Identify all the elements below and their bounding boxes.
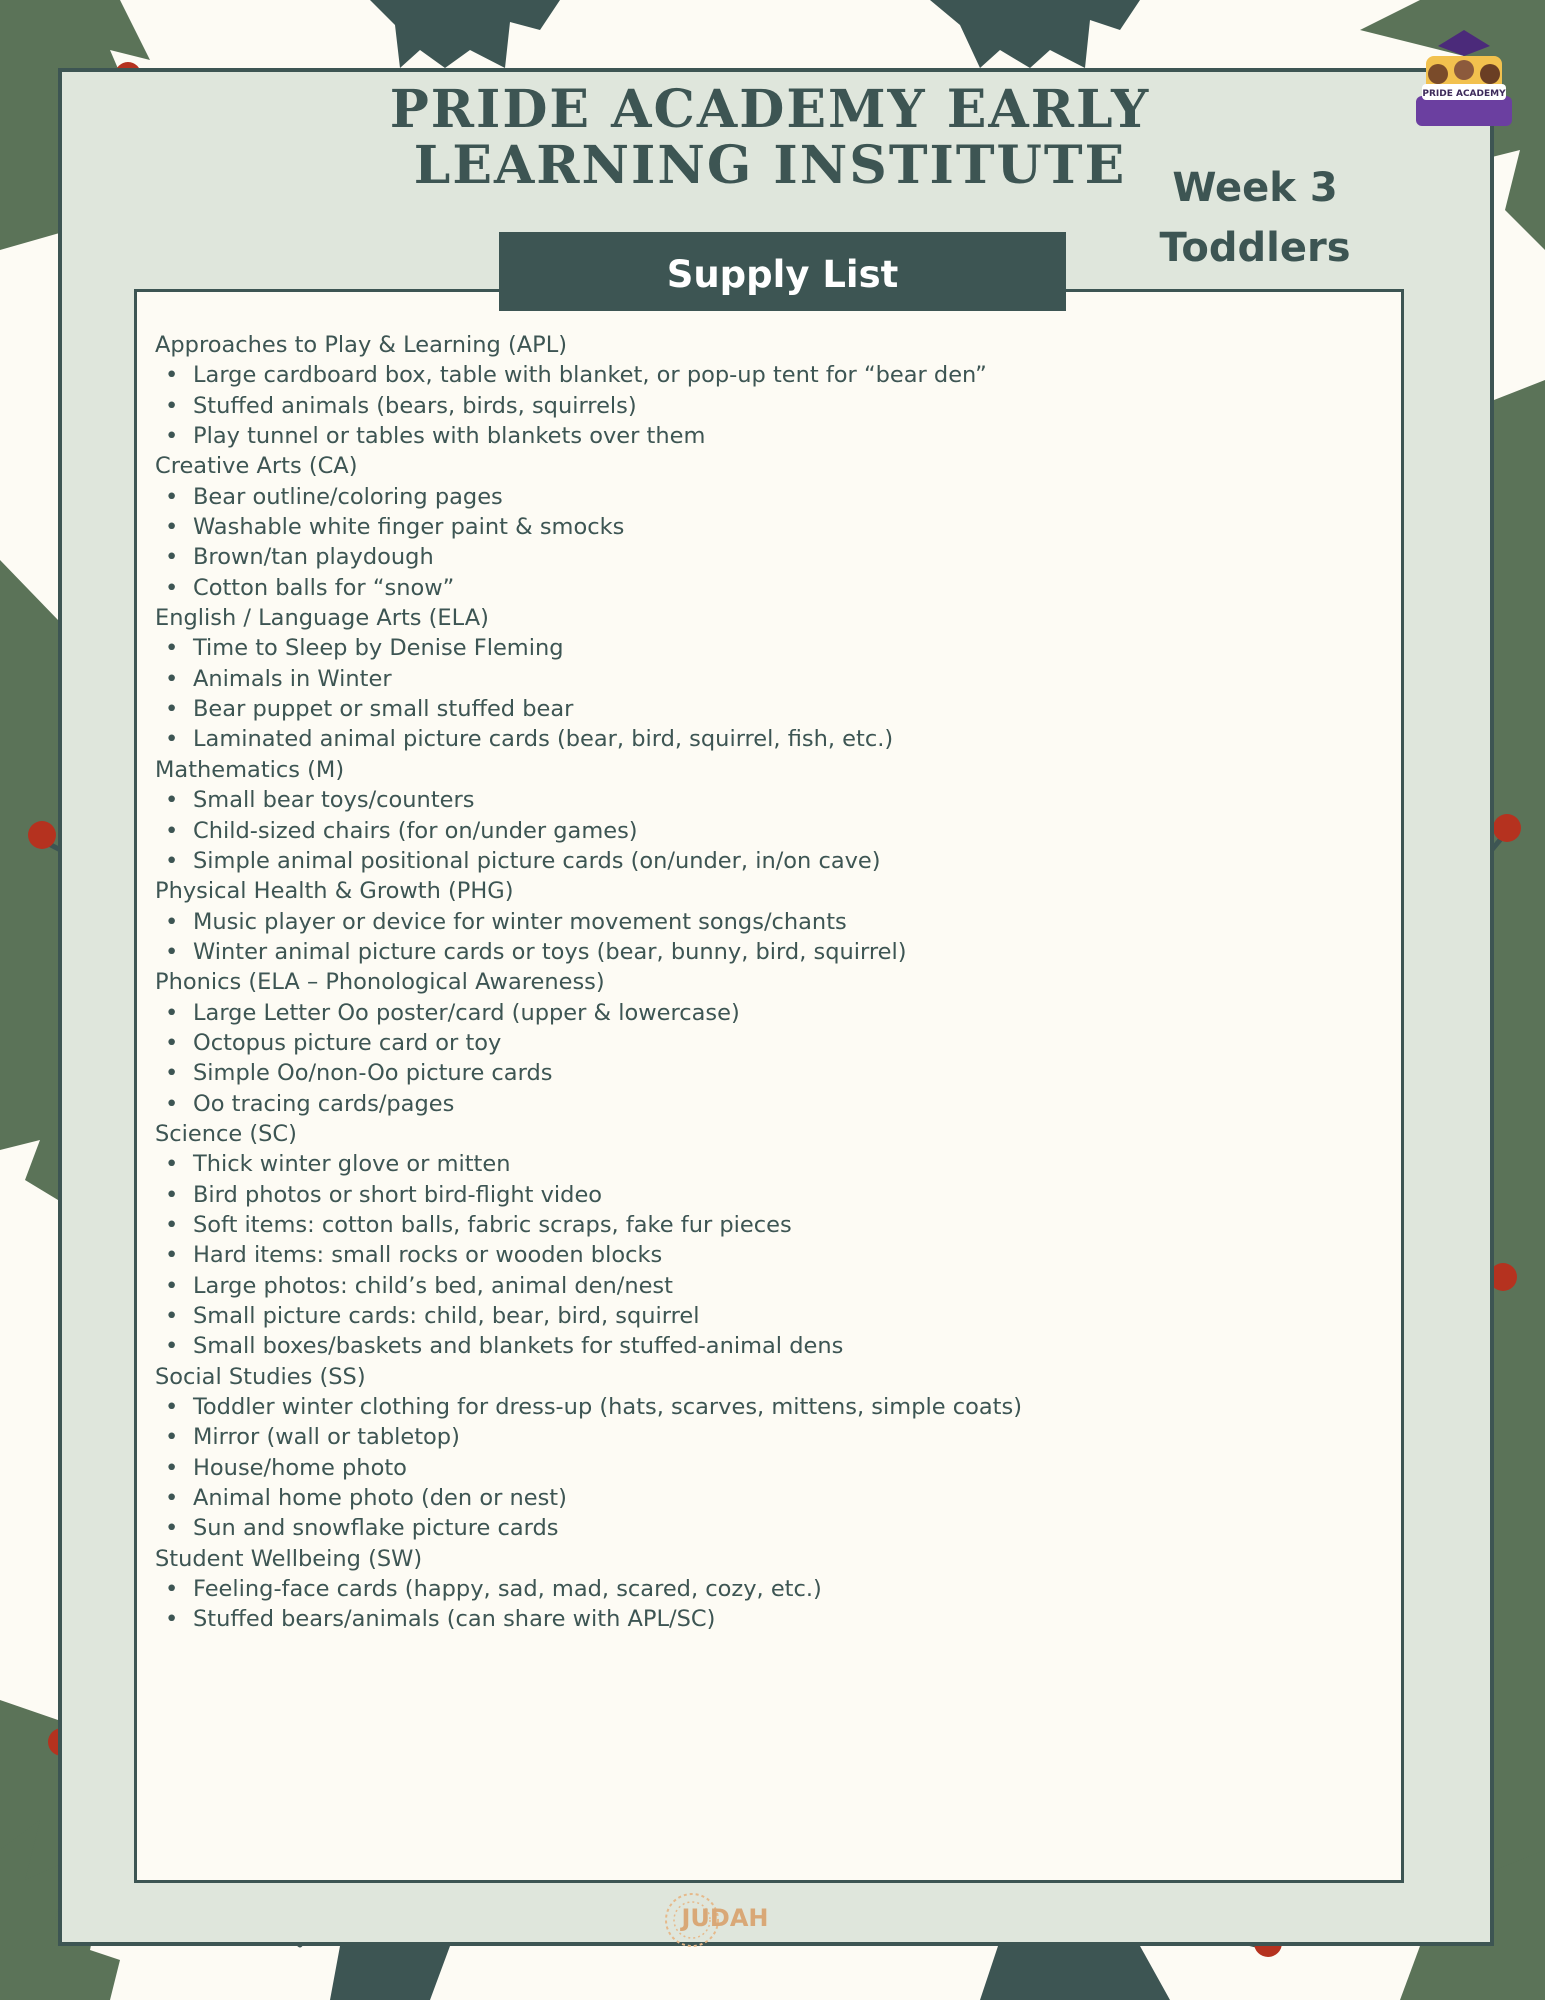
section-items — [155, 1392, 1385, 1544]
bullet-icon: • — [165, 696, 179, 723]
week-number: Week 3 — [1172, 165, 1338, 211]
bullet-icon: • — [165, 1242, 179, 1269]
supply-item-text: Octopus picture card or toy — [193, 1029, 502, 1056]
supply-item-text: Thick winter glove or mitten — [193, 1151, 511, 1178]
supply-list-banner — [499, 232, 1066, 311]
tree-top-center-right — [930, 0, 1140, 68]
bullet-icon: • — [165, 1090, 179, 1117]
supply-item-text: Feeling-face cards (happy, sad, mad, scared, cozy, etc.) — [193, 1576, 822, 1603]
section-heading: Student Wellbeing (SW) — [155, 1545, 423, 1572]
section-items — [155, 633, 1385, 754]
section-heading: Approaches to Play & Learning (APL) — [155, 332, 568, 358]
supply-item-text: Hard items: small rocks or wooden blocks — [193, 1242, 663, 1269]
supply-item-text: Time to Sleep by Denise Fleming — [193, 635, 564, 662]
bullet-icon: • — [165, 423, 179, 450]
supply-item — [155, 1210, 1385, 1240]
section-heading: English / Language Arts (ELA) — [155, 605, 489, 632]
supply-item — [155, 1331, 1385, 1361]
supply-item — [155, 1392, 1385, 1422]
supply-item-text: Winter animal picture cards or toys (bear, bunny, bird, squirrel) — [193, 938, 907, 965]
supply-item — [155, 633, 1385, 663]
bullet-icon: • — [165, 938, 179, 965]
supply-item — [155, 1604, 1385, 1634]
supply-item — [155, 785, 1385, 815]
bullet-icon: • — [165, 362, 179, 389]
bullet-icon: • — [165, 1060, 179, 1087]
supply-item — [155, 1240, 1385, 1270]
supply-item — [155, 1513, 1385, 1543]
supply-item — [155, 482, 1385, 512]
bullet-icon: • — [165, 908, 179, 935]
section-items — [155, 785, 1385, 876]
tree-left-side — [0, 560, 58, 2000]
section-items — [155, 907, 1385, 968]
supply-item — [155, 907, 1385, 937]
week-label — [1140, 158, 1370, 278]
supply-item — [155, 391, 1385, 421]
supply-item-text: Soft items: cotton balls, fabric scraps, fake fur pieces — [193, 1211, 792, 1238]
section-heading: Physical Health & Growth (PHG) — [155, 878, 514, 905]
bullet-icon: • — [165, 574, 179, 601]
supply-item-text: Large Letter Oo poster/card (upper & lowercase) — [193, 999, 740, 1026]
supply-list — [155, 330, 1385, 1635]
supply-item — [155, 1180, 1385, 1210]
bullet-icon: • — [165, 635, 179, 662]
supply-item-text: Stuffed animals (bears, birds, squirrels) — [193, 392, 637, 419]
supply-item-text: Small picture cards: child, bear, bird, squirrel — [193, 1303, 700, 1329]
tree-top-center-left — [370, 0, 560, 68]
section-heading: Creative Arts (CA) — [155, 453, 358, 480]
supply-item-text: Mirror (wall or tabletop) — [193, 1424, 460, 1451]
supply-item — [155, 694, 1385, 724]
supply-item-text: Sun and snowflake picture cards — [193, 1515, 559, 1542]
supply-item-text: Laminated animal picture cards (bear, bird, squirrel, fish, etc.) — [193, 726, 894, 753]
supply-item-text: Large photos: child’s bed, animal den/nest — [193, 1272, 673, 1299]
bullet-icon: • — [165, 392, 179, 419]
supply-item — [155, 816, 1385, 846]
section-heading: Social Studies (SS) — [155, 1363, 366, 1390]
bullet-icon: • — [165, 817, 179, 844]
supply-item-text: Bird photos or short bird-flight video — [193, 1181, 603, 1208]
supply-item-text: Bear puppet or small stuffed bear — [193, 696, 574, 723]
supply-item-text: Child-sized chairs (for on/under games) — [193, 817, 638, 844]
bullet-icon: • — [165, 1333, 179, 1360]
supply-item — [155, 1422, 1385, 1452]
bullet-icon: • — [165, 1303, 179, 1329]
section-items — [155, 1574, 1385, 1635]
supply-item-text: Play tunnel or tables with blankets over them — [193, 423, 706, 450]
supply-item — [155, 1483, 1385, 1513]
supply-item-text: Oo tracing cards/pages — [193, 1090, 455, 1117]
judah-logo — [650, 1888, 780, 1948]
supply-item-text: Bear outline/coloring pages — [193, 483, 503, 510]
bullet-icon: • — [165, 1606, 179, 1633]
title-line-1: PRIDE ACADEMY EARLY — [389, 79, 1151, 140]
supply-item — [155, 421, 1385, 451]
bullet-icon: • — [165, 1181, 179, 1208]
bullet-icon: • — [165, 1454, 179, 1481]
supply-item-text: Simple Oo/non-Oo picture cards — [193, 1060, 553, 1087]
section-items — [155, 482, 1385, 603]
supply-item — [155, 1028, 1385, 1058]
supply-item-text: Animals in Winter — [193, 665, 392, 692]
bullet-icon: • — [165, 1576, 179, 1603]
supply-item — [155, 512, 1385, 542]
supply-item-text: Large cardboard box, table with blanket, or pop-up tent for “bear den” — [193, 362, 987, 389]
bullet-icon: • — [165, 514, 179, 541]
supply-item — [155, 1453, 1385, 1483]
supply-item-text: Washable white finger paint & smocks — [193, 514, 625, 541]
supply-item — [155, 846, 1385, 876]
bullet-icon: • — [165, 726, 179, 753]
bullet-icon: • — [165, 787, 179, 814]
supply-item — [155, 1058, 1385, 1088]
tree-right-side — [1494, 380, 1545, 1900]
bullet-icon: • — [165, 847, 179, 874]
title-line-2: LEARNING INSTITUTE — [413, 135, 1127, 196]
bullet-icon: • — [165, 1029, 179, 1056]
bullet-icon: • — [165, 999, 179, 1026]
supply-item-text: Brown/tan playdough — [193, 544, 434, 571]
supply-item-text: Music player or device for winter movement songs/chants — [193, 908, 847, 935]
supply-item — [155, 573, 1385, 603]
supply-item — [155, 1271, 1385, 1301]
supply-item-text: Small boxes/baskets and blankets for stuffed-animal dens — [193, 1333, 844, 1360]
supply-item-text: House/home photo — [193, 1454, 407, 1481]
bullet-icon: • — [165, 1394, 179, 1421]
section-heading: Science (SC) — [155, 1120, 297, 1147]
supply-item — [155, 1149, 1385, 1179]
supply-item-text: Animal home photo (den or nest) — [193, 1485, 567, 1512]
supply-item — [155, 998, 1385, 1028]
supply-item-text: Toddler winter clothing for dress-up (hats, scarves, mittens, simple coats) — [193, 1394, 1022, 1421]
section-heading: Mathematics (M) — [155, 756, 345, 783]
supply-item — [155, 542, 1385, 572]
age-group: Toddlers — [1159, 225, 1351, 271]
logo-text: JUDAH — [681, 1904, 769, 1932]
supply-item — [155, 664, 1385, 694]
bullet-icon: • — [165, 1424, 179, 1451]
section-items — [155, 360, 1385, 451]
section-items — [155, 1149, 1385, 1361]
bullet-icon: • — [165, 1211, 179, 1238]
page-title — [380, 79, 1160, 196]
supply-item-text: Simple animal positional picture cards (on/under, in/on cave) — [193, 847, 881, 874]
badge-text: PRIDE ACADEMY — [1422, 89, 1506, 99]
supply-item-text: Small bear toys/counters — [193, 787, 475, 814]
supply-item-text: Cotton balls for “snow” — [193, 574, 455, 601]
supply-item — [155, 360, 1385, 390]
pride-academy-badge-logo — [1408, 26, 1520, 134]
section-heading: Phonics (ELA – Phonological Awareness) — [155, 969, 605, 996]
bullet-icon: • — [165, 1515, 179, 1542]
banner-label: Supply List — [666, 253, 899, 296]
supply-item — [155, 1089, 1385, 1119]
supply-item — [155, 1301, 1385, 1331]
section-items — [155, 998, 1385, 1119]
supply-item — [155, 937, 1385, 967]
bullet-icon: • — [165, 665, 179, 692]
supply-item — [155, 1574, 1385, 1604]
bullet-icon: • — [165, 483, 179, 510]
supply-item-text: Stuffed bears/animals (can share with APL/SC) — [193, 1606, 716, 1633]
bullet-icon: • — [165, 1485, 179, 1512]
bullet-icon: • — [165, 1151, 179, 1178]
supply-item — [155, 724, 1385, 754]
bullet-icon: • — [165, 544, 179, 571]
bullet-icon: • — [165, 1272, 179, 1299]
